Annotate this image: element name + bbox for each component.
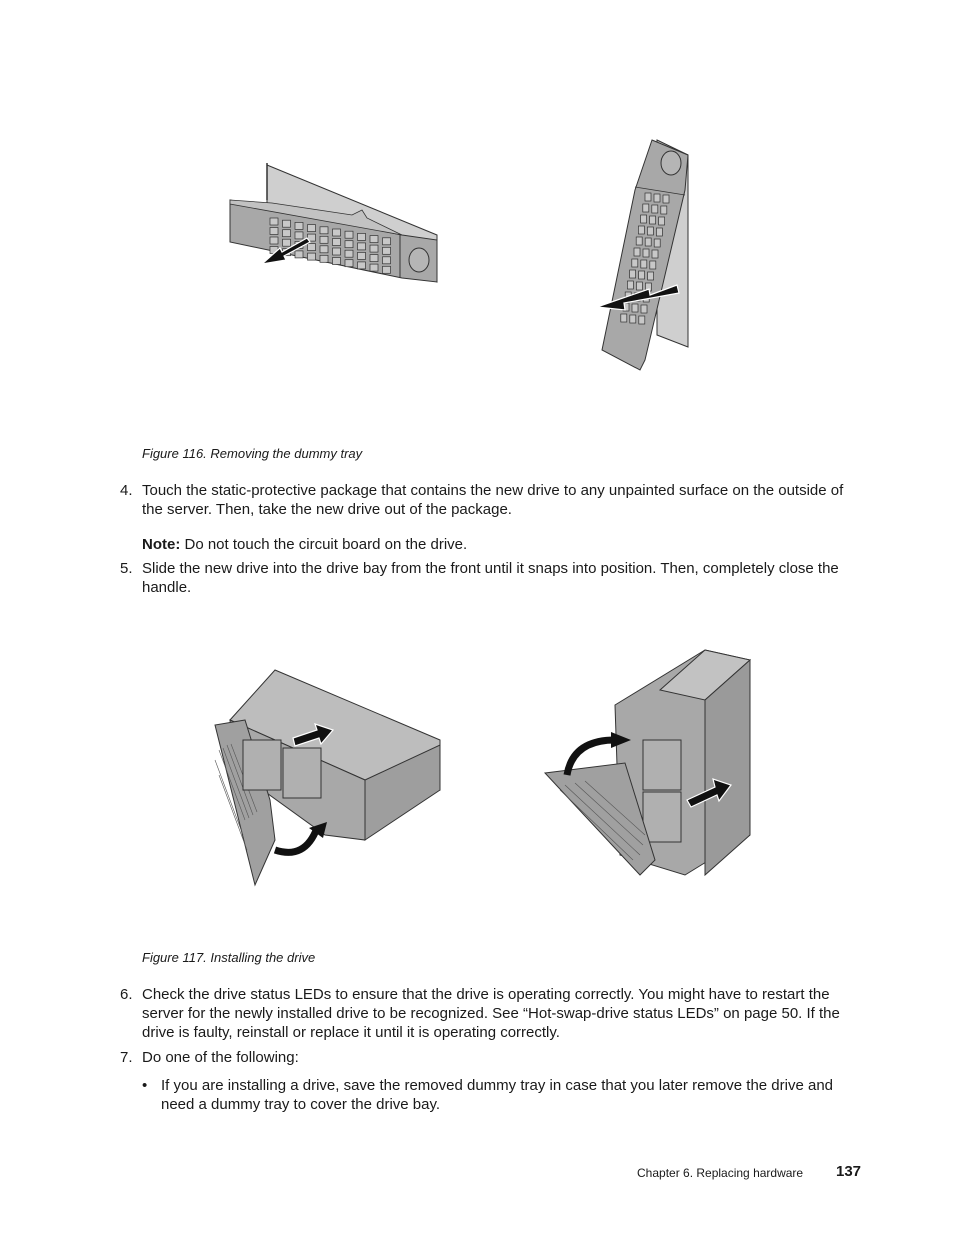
drive-install-right-illustration — [545, 645, 765, 885]
step-text: Touch the static-protective package that contains the new drive to any unpainted surface on the outside of the server. Then, take the new drive out of the package. — [142, 482, 844, 518]
step-number: 5. — [120, 560, 133, 577]
page-number: 137 — [836, 1163, 862, 1180]
footer-chapter: Chapter 6. Replacing hardware — [637, 1166, 804, 1180]
figure-117-caption: Figure 117. Installing the drive — [142, 950, 316, 965]
step-number: 4. — [120, 482, 133, 499]
step-number: 7. — [120, 1049, 133, 1066]
step-number: 6. — [120, 986, 133, 1003]
note-label: Note: — [142, 536, 181, 553]
dummy-tray-vertical-illustration — [595, 135, 705, 380]
dummy-tray-horizontal-illustration — [222, 160, 452, 290]
step-text: Do one of the following: — [142, 1049, 299, 1066]
note — [142, 535, 467, 554]
note-text: Do not touch the circuit board on the drive. — [184, 536, 468, 553]
step-text: Slide the new drive into the drive bay from the front until it snaps into position. Then, completely close the handle. — [142, 560, 839, 596]
step-text: Check the drive status LEDs to ensure that the drive is operating correctly. You might have to restart the server for the newly installed drive to be recognized. See “Hot-swap-drive status LEDs” on page 50. If the drive is faulty, reinstall or replace it until it is operating correctly. — [142, 986, 840, 1041]
bullet-text: If you are installing a drive, save the removed dummy tray in case that you later remove the drive and need a dummy tray to cover the drive bay. — [161, 1077, 833, 1113]
drive-install-left-illustration — [205, 660, 445, 890]
bullet-symbol: • — [142, 1077, 148, 1094]
figure-116-caption: Figure 116. Removing the dummy tray — [142, 446, 363, 461]
